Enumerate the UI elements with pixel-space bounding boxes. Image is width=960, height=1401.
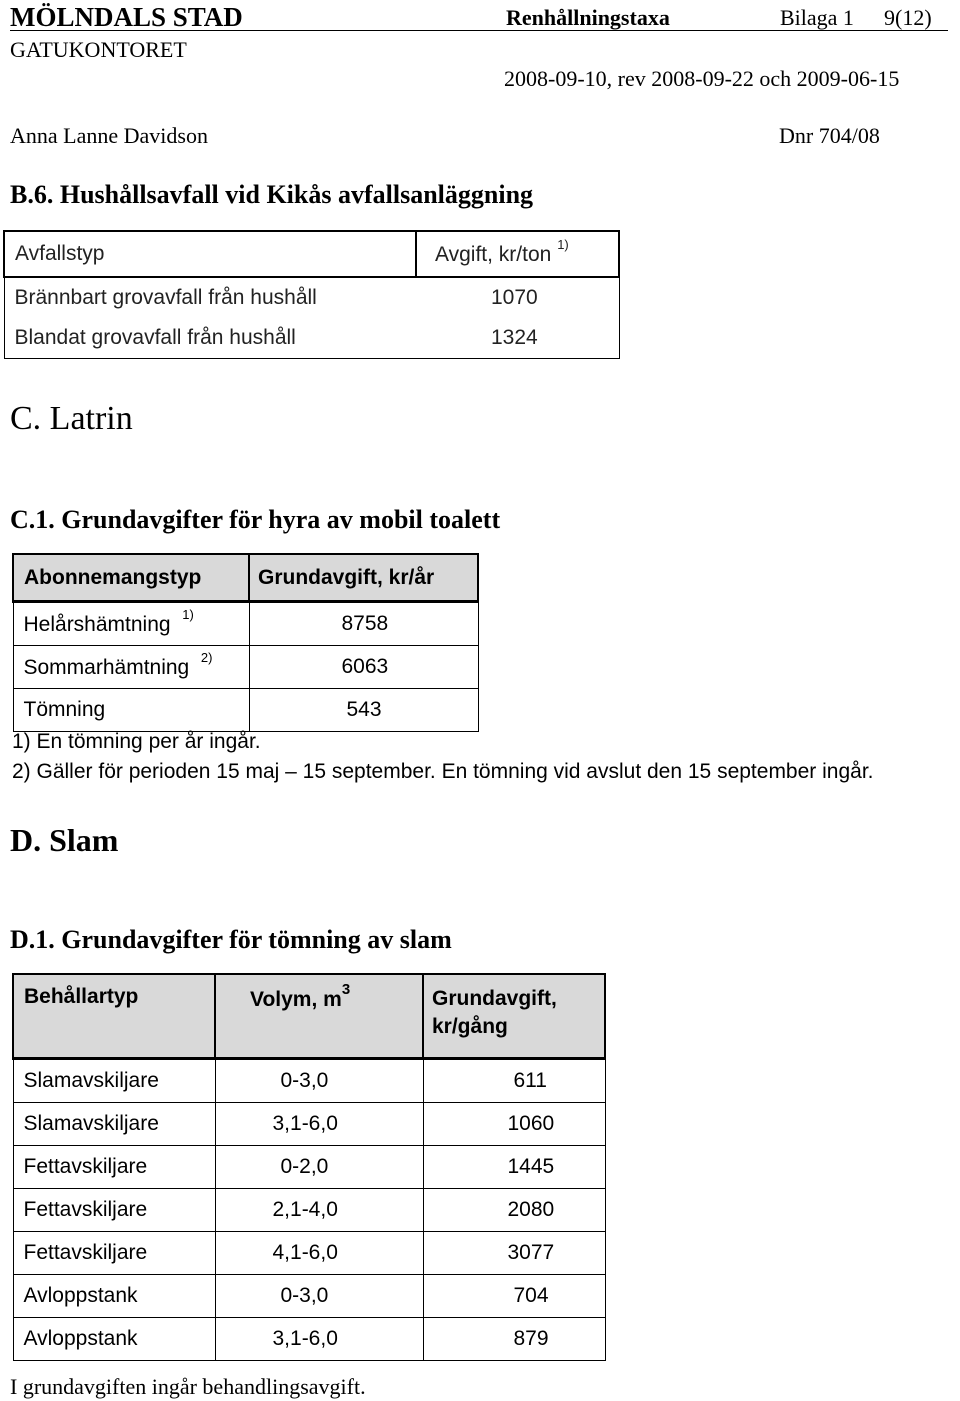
- table-cell: [423, 1189, 605, 1232]
- d1-row-type: Avloppstank: [23, 1327, 138, 1350]
- d1-row-type: Avloppstank: [23, 1284, 138, 1307]
- table-cell: [13, 1232, 215, 1275]
- c1-table: [12, 553, 479, 732]
- table-cell: [423, 1318, 605, 1361]
- d1-row-volume: 4,1-6,0: [272, 1241, 338, 1264]
- d1-row-type: Slamavskiljare: [23, 1069, 159, 1092]
- b6-row-fee: 1070: [491, 286, 538, 309]
- d1-row-volume: 0-2,0: [280, 1155, 329, 1178]
- c1-header-type-label: Abonnemangstyp: [24, 565, 202, 589]
- d1-row-volume: 3,1-6,0: [272, 1327, 338, 1350]
- c1-row-type: Tömning: [23, 698, 106, 721]
- doc-title: Renhållningstaxa: [506, 5, 670, 30]
- table-row: [13, 1189, 605, 1232]
- table-row: [13, 1146, 605, 1189]
- d1-row-type: Slamavskiljare: [23, 1112, 159, 1135]
- section-d-title: D. Slam: [10, 822, 119, 858]
- b6-row-type: Blandat grovavfall från hushåll: [14, 326, 296, 349]
- table-row: [13, 1059, 605, 1103]
- revision-dates: 2008-09-10, rev 2008-09-22 och 2009-06-15: [504, 66, 900, 91]
- table-cell: [249, 689, 478, 732]
- table-cell: [4, 277, 416, 318]
- table-cell: [249, 646, 478, 689]
- org-name: MÖLNDALS STAD: [10, 2, 243, 32]
- table-cell: [13, 1275, 215, 1318]
- d1-row-volume: 3,1-6,0: [272, 1112, 338, 1135]
- table-cell: [13, 1189, 215, 1232]
- d1-header-fee-line1: Grundavgift,: [432, 987, 557, 1010]
- table-cell: [13, 1103, 215, 1146]
- c1-header-fee-label: Grundavgift, kr/år: [258, 565, 435, 589]
- d1-header-type-label: Behållartyp: [24, 985, 139, 1008]
- c1-row-type: Helårshämtning: [23, 613, 171, 636]
- b6-row-fee: 1324: [491, 326, 538, 349]
- table-cell: [215, 1318, 423, 1361]
- d1-header-volume-sup: 3: [341, 981, 351, 998]
- d1-table: [12, 973, 606, 1361]
- c1-row-fee: 543: [346, 698, 382, 721]
- header-rule: [10, 30, 948, 31]
- table-cell: [423, 1146, 605, 1189]
- d1-row-fee: 1445: [507, 1155, 555, 1178]
- d1-row-fee: 2080: [507, 1198, 555, 1221]
- table-cell: [13, 646, 249, 689]
- table-cell: [423, 1275, 605, 1318]
- table-cell: [215, 1189, 423, 1232]
- c1-row-note: 1): [182, 607, 194, 622]
- table-row: [13, 1275, 605, 1318]
- section-c1-title: C.1. Grundavgifter för hyra av mobil toalett: [10, 505, 501, 534]
- d1-header-fee-line2: kr/gång: [432, 1015, 508, 1038]
- section-b6-title: B.6. Hushållsavfall vid Kikås avfallsanläggning: [10, 180, 534, 209]
- d1-row-volume: 0-3,0: [280, 1284, 329, 1307]
- d1-row-volume: 2,1-4,0: [272, 1198, 338, 1221]
- section-c-title: C. Latrin: [10, 400, 133, 437]
- table-cell: [423, 1232, 605, 1275]
- table-cell: [215, 1275, 423, 1318]
- d1-row-type: Fettavskiljare: [23, 1241, 148, 1264]
- c1-row-fee: 8758: [341, 612, 389, 635]
- d1-row-fee: 1060: [507, 1112, 555, 1135]
- table-cell: [416, 318, 619, 359]
- d1-header-type: [13, 974, 215, 1059]
- d1-header-fee: [423, 974, 605, 1059]
- table-row: [13, 1232, 605, 1275]
- b6-header-fee-label: Avgift, kr/ton: [435, 243, 552, 266]
- table-cell: [13, 1059, 215, 1103]
- c1-footnote-2: 2) Gäller för perioden 15 maj – 15 september. En tömning vid avslut den 15 september ingår.: [12, 760, 874, 783]
- b6-table: [3, 230, 620, 359]
- d1-row-volume: 0-3,0: [280, 1069, 329, 1092]
- table-cell: [215, 1146, 423, 1189]
- c1-row-type: Sommarhämtning: [23, 656, 190, 679]
- d1-row-type: Fettavskiljare: [23, 1198, 148, 1221]
- table-cell: [215, 1232, 423, 1275]
- d1-row-fee: 611: [513, 1069, 547, 1092]
- d1-row-fee: 879: [513, 1327, 549, 1350]
- table-cell: [249, 602, 478, 646]
- page-number: 9(12): [884, 5, 932, 30]
- author: Anna Lanne Davidson: [10, 123, 208, 148]
- table-cell: [13, 1146, 215, 1189]
- b6-header-fee: [416, 231, 619, 277]
- c1-row-note: 2): [200, 650, 213, 665]
- table-cell: [4, 318, 416, 359]
- d1-row-type: Fettavskiljare: [23, 1155, 148, 1178]
- table-cell: [423, 1059, 605, 1103]
- table-row: [13, 1103, 605, 1146]
- c1-header-fee: [249, 554, 478, 602]
- section-d1-title: D.1. Grundavgifter för tömning av slam: [10, 925, 452, 954]
- c1-row-fee: 6063: [341, 655, 389, 678]
- d1-header-volume-label: Volym, m: [250, 988, 342, 1011]
- b6-row-type: Brännbart grovavfall från hushåll: [14, 286, 317, 309]
- d1-row-fee: 704: [513, 1284, 549, 1307]
- c1-header-type: [13, 554, 249, 602]
- department: GATUKONTORET: [10, 37, 187, 62]
- table-cell: [13, 602, 249, 646]
- appendix-label: Bilaga 1: [780, 5, 854, 30]
- c1-footnote-1: 1) En tömning per år ingår.: [12, 730, 261, 753]
- table-cell: [416, 277, 619, 318]
- table-row: [13, 1318, 605, 1361]
- b6-header-type: [4, 231, 416, 277]
- table-cell: [215, 1103, 423, 1146]
- d1-footer-note: I grundavgiften ingår behandlingsavgift.: [10, 1374, 366, 1399]
- b6-header-fee-note: 1): [557, 237, 569, 252]
- d1-header-volume: [215, 974, 423, 1059]
- d1-row-fee: 3077: [507, 1241, 555, 1264]
- b6-header-type-label: Avfallstyp: [15, 242, 105, 265]
- table-cell: [13, 689, 249, 732]
- table-cell: [13, 1318, 215, 1361]
- table-cell: [423, 1103, 605, 1146]
- table-cell: [215, 1059, 423, 1103]
- reference-number: Dnr 704/08: [779, 123, 880, 148]
